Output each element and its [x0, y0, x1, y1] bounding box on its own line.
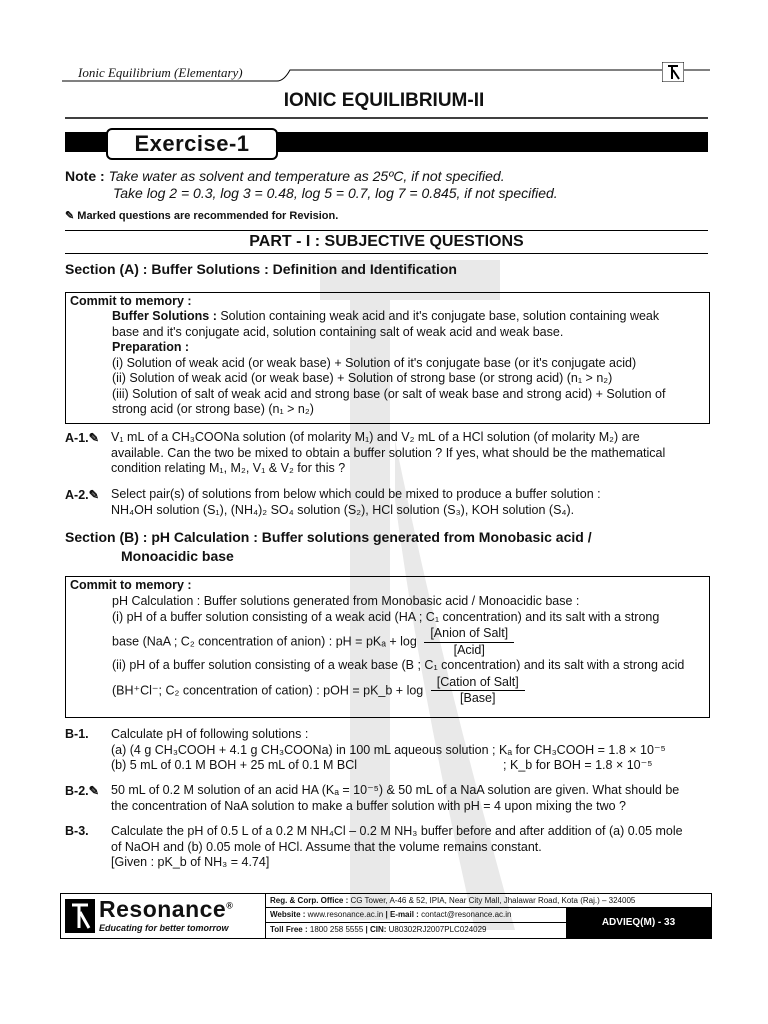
section-a-title: Section (A) : Buffer Solutions : Definition and Identification [65, 261, 457, 277]
pencil-icon: ✎ [88, 488, 100, 502]
title-rule [65, 117, 708, 119]
revision-note: ✎ Marked questions are recommended for Revision. [65, 210, 339, 222]
footer-logo [61, 894, 266, 938]
brand-tagline: Educating for better tomorrow [99, 923, 229, 933]
brand-name: Resonance® [99, 896, 234, 922]
question-b2: 50 mL of 0.2 M solution of an acid HA (Kₐ = 10⁻⁵) & 50 mL of a NaA solution are given. What should be the concentration of NaA solution to make a buffer solution with pH = 4 upon mixing the two ? [111, 783, 680, 813]
resonance-logo-icon [662, 62, 684, 82]
exercise-label: Exercise-1 [106, 128, 278, 160]
website-link[interactable]: www.resonance.ac.in [307, 910, 384, 919]
running-header: Ionic Equilibrium (Elementary) [78, 65, 243, 80]
footer-divider [266, 922, 566, 923]
question-b1: Calculate pH of following solutions : (a) (4 g CH₃COOH + 4.1 g CH₃COONa) in 100 mL aqueous solution ; Kₐ for CH₃COOH = 1.8 × 10⁻⁵ (b) 5 mL of 0.1 M BOH + 25 mL of 0.1 M BCl ; K_b for BOH = 1.8 × 10⁻⁵ [111, 727, 666, 772]
note-label: Note : [65, 168, 105, 184]
commit-label-a: Commit to memory : [70, 294, 192, 308]
note-line2: Take log 2 = 0.3, log 3 = 0.48, log 5 = 0.7, log 7 = 0.845, if not specified. [113, 185, 558, 201]
pencil-icon: ✎ [88, 784, 100, 798]
email-link[interactable]: contact@resonance.ac.in [421, 910, 512, 919]
note-line1: Take water as solvent and temperature as 25ºC, if not specified. [108, 168, 505, 184]
pencil-icon: ✎ [88, 431, 100, 445]
commit-label-b: Commit to memory : [70, 578, 192, 592]
footer [60, 893, 712, 939]
page-code: ADVIEQ(M) - 33 [566, 908, 711, 938]
question-number: B-2.✎ [65, 784, 100, 798]
fraction-anion-acid: $\frac{\text{[Anion of Salt]}}{\text{[Acid]}}$ [424, 626, 514, 658]
page-title: IONIC EQUILIBRIUM-II [283, 90, 485, 111]
office-address: Reg. & Corp. Office : CG Tower, A-46 & 52, IPIA, Near City Mall, Jhalawar Road, Kota (Raj.) – 324005 [270, 896, 636, 905]
buffer-definition: Buffer Solutions : Solution containing weak acid and it's conjugate base, solution containing weak base and it's conjugate acid, solution containing salt of weak acid and weak base. Preparation : (i) Solution of weak acid (or weak base) + Solution of it's conjugate base (or it's conjugate acid) (ii) Solution of weak acid (or weak base) + Solution of strong base (or strong acid) (n₁ > n₂) (iii) Solution of salt of weak acid and strong base (or salt of weak base and strong acid) + Solution of strong acid (or strong base) (n₁ > n₂) [112, 309, 666, 416]
question-number: A-1.✎ [65, 431, 100, 445]
question-b3: Calculate the pH of 0.5 L of a 0.2 M NH₄Cl – 0.2 M NH₃ buffer before and after addition of (a) 0.05 mole of NaOH and (b) 0.05 mole of HCl. Assume that the volume remains constant. [Given : pK_b of NH₃ = 4.74] [111, 824, 683, 869]
section-b-title: Section (B) : pH Calculation : Buffer solutions generated from Monobasic acid / Monoacidic base [65, 529, 592, 564]
question-a2: Select pair(s) of solutions from below which could be mixed to produce a buffer solution : NH₄OH solution (S₁), (NH₄)₂ SO₄ solution (S₂), HCl solution (S₃), KOH solution (S₄). [111, 487, 601, 517]
question-number: B-1. [65, 727, 89, 741]
fraction-cation-base: $\frac{\text{[Cation of Salt]}}{\text{[Base]}}$ [431, 675, 525, 707]
website-line: Website : www.resonance.ac.in | E-mail : contact@resonance.ac.in [270, 910, 512, 919]
toll-line: Toll Free : 1800 258 5555 | CIN: U80302RJ2007PLC024029 [270, 925, 487, 934]
question-a1: V₁ mL of a CH₃COONa solution (of molarity M₁) and V₂ mL of a HCl solution (of molarity M₂) are available. Can the two be mixed to obtain a buffer solution ? If yes, what should be the mathematical condition relating M₁, M₂, V₁ & V₂ for this ? [111, 430, 666, 475]
note-block [65, 168, 558, 202]
commit-box-b [65, 576, 710, 718]
pencil-icon: ✎ [65, 210, 75, 222]
part-title: PART - I : SUBJECTIVE QUESTIONS [65, 230, 708, 254]
question-number: A-2.✎ [65, 488, 100, 502]
commit-box-a [65, 292, 710, 424]
question-number: B-3. [65, 824, 89, 838]
resonance-logo-icon [65, 899, 95, 933]
commit-text-b: pH Calculation : Buffer solutions generated from Monobasic acid / Monoacidic base : (i) pH of a buffer solution consisting of a weak acid (HA ; C₁ concentration) and its salt with a strong base (NaA ; C₂ concentration of anion) : pH = pKₐ + log $\frac{\text{[Anion of Salt]}}{\text{[Acid]}}$ (ii) pH of a buffer solution consisting of a weak base (B ; C₁ concentration) and its salt with a strong acid (BH⁺Cl⁻; C₂ concentration of cation) : pOH = pK_b + log $\frac{\text{[Cation of Salt]}}{\text{[Base]}}$ [112, 594, 685, 705]
